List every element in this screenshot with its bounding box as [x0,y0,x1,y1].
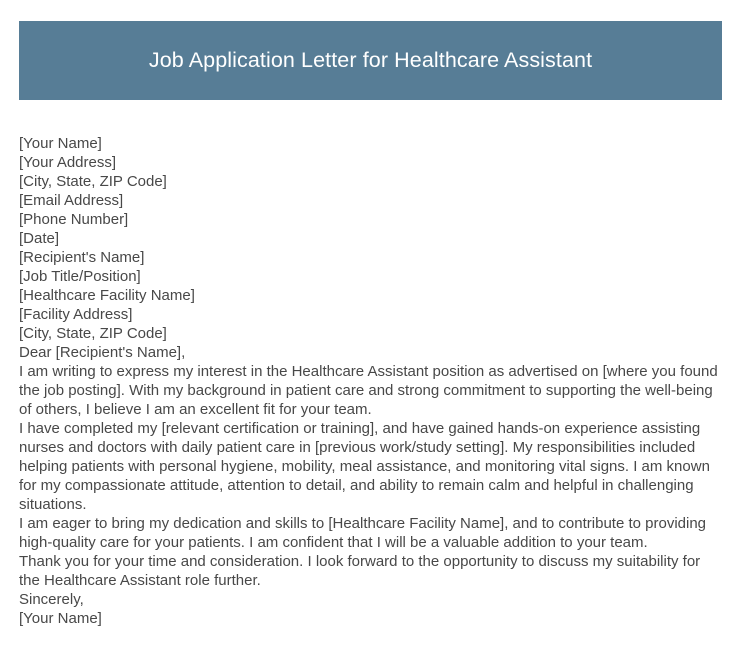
letter-paragraph: Thank you for your time and consideration. I look forward to the opportunity to discuss my suitability for the Healthcare Assistant role further. [19,553,701,589]
letter-paragraph: I have completed my [relevant certification or training], and have gained hands-on experience assisting nurses and doctors with daily patient care in [previous work/study setting]. My responsibilities included helping patients with personal hygiene, mobility, meal assistance, and monitoring vital signs. I am known for my compassionate attitude, attention to detail, and ability to remain calm and helpful in challenging situations. [19,420,710,513]
letter-line: [Facility Address] [19,306,133,323]
letter-salutation: Dear [Recipient's Name], [19,344,186,361]
letter-line: [Recipient's Name] [19,249,145,266]
letter-line: [City, State, ZIP Code] [19,173,167,190]
letter-paragraph: I am writing to express my interest in the Healthcare Assistant position as advertised on [where you found the job posting]. With my background in patient care and strong commitment to supporting the well-being of others, I believe I am an excellent fit for your team. [19,363,718,418]
letter-line: [Date] [19,230,60,247]
letter-line: [Your Address] [19,154,117,171]
letter-line: [Job Title/Position] [19,268,141,285]
letter-closing: Sincerely, [19,591,84,608]
letter-line: [Phone Number] [19,211,129,228]
letter-line: [City, State, ZIP Code] [19,325,167,342]
letter-line: [Healthcare Facility Name] [19,287,195,304]
page-title: Job Application Letter for Healthcare Assistant [148,47,593,72]
letter-line: [Email Address] [19,192,124,209]
letter-signature: [Your Name] [19,610,102,627]
document-header-banner [19,21,722,100]
letter-line: [Your Name] [19,135,102,152]
letter-paragraph: I am eager to bring my dedication and skills to [Healthcare Facility Name], and to contribute to providing high-quality care for your patients. I am confident that I will be a valuable addition to your team. [19,515,707,551]
letter-body [19,134,722,628]
